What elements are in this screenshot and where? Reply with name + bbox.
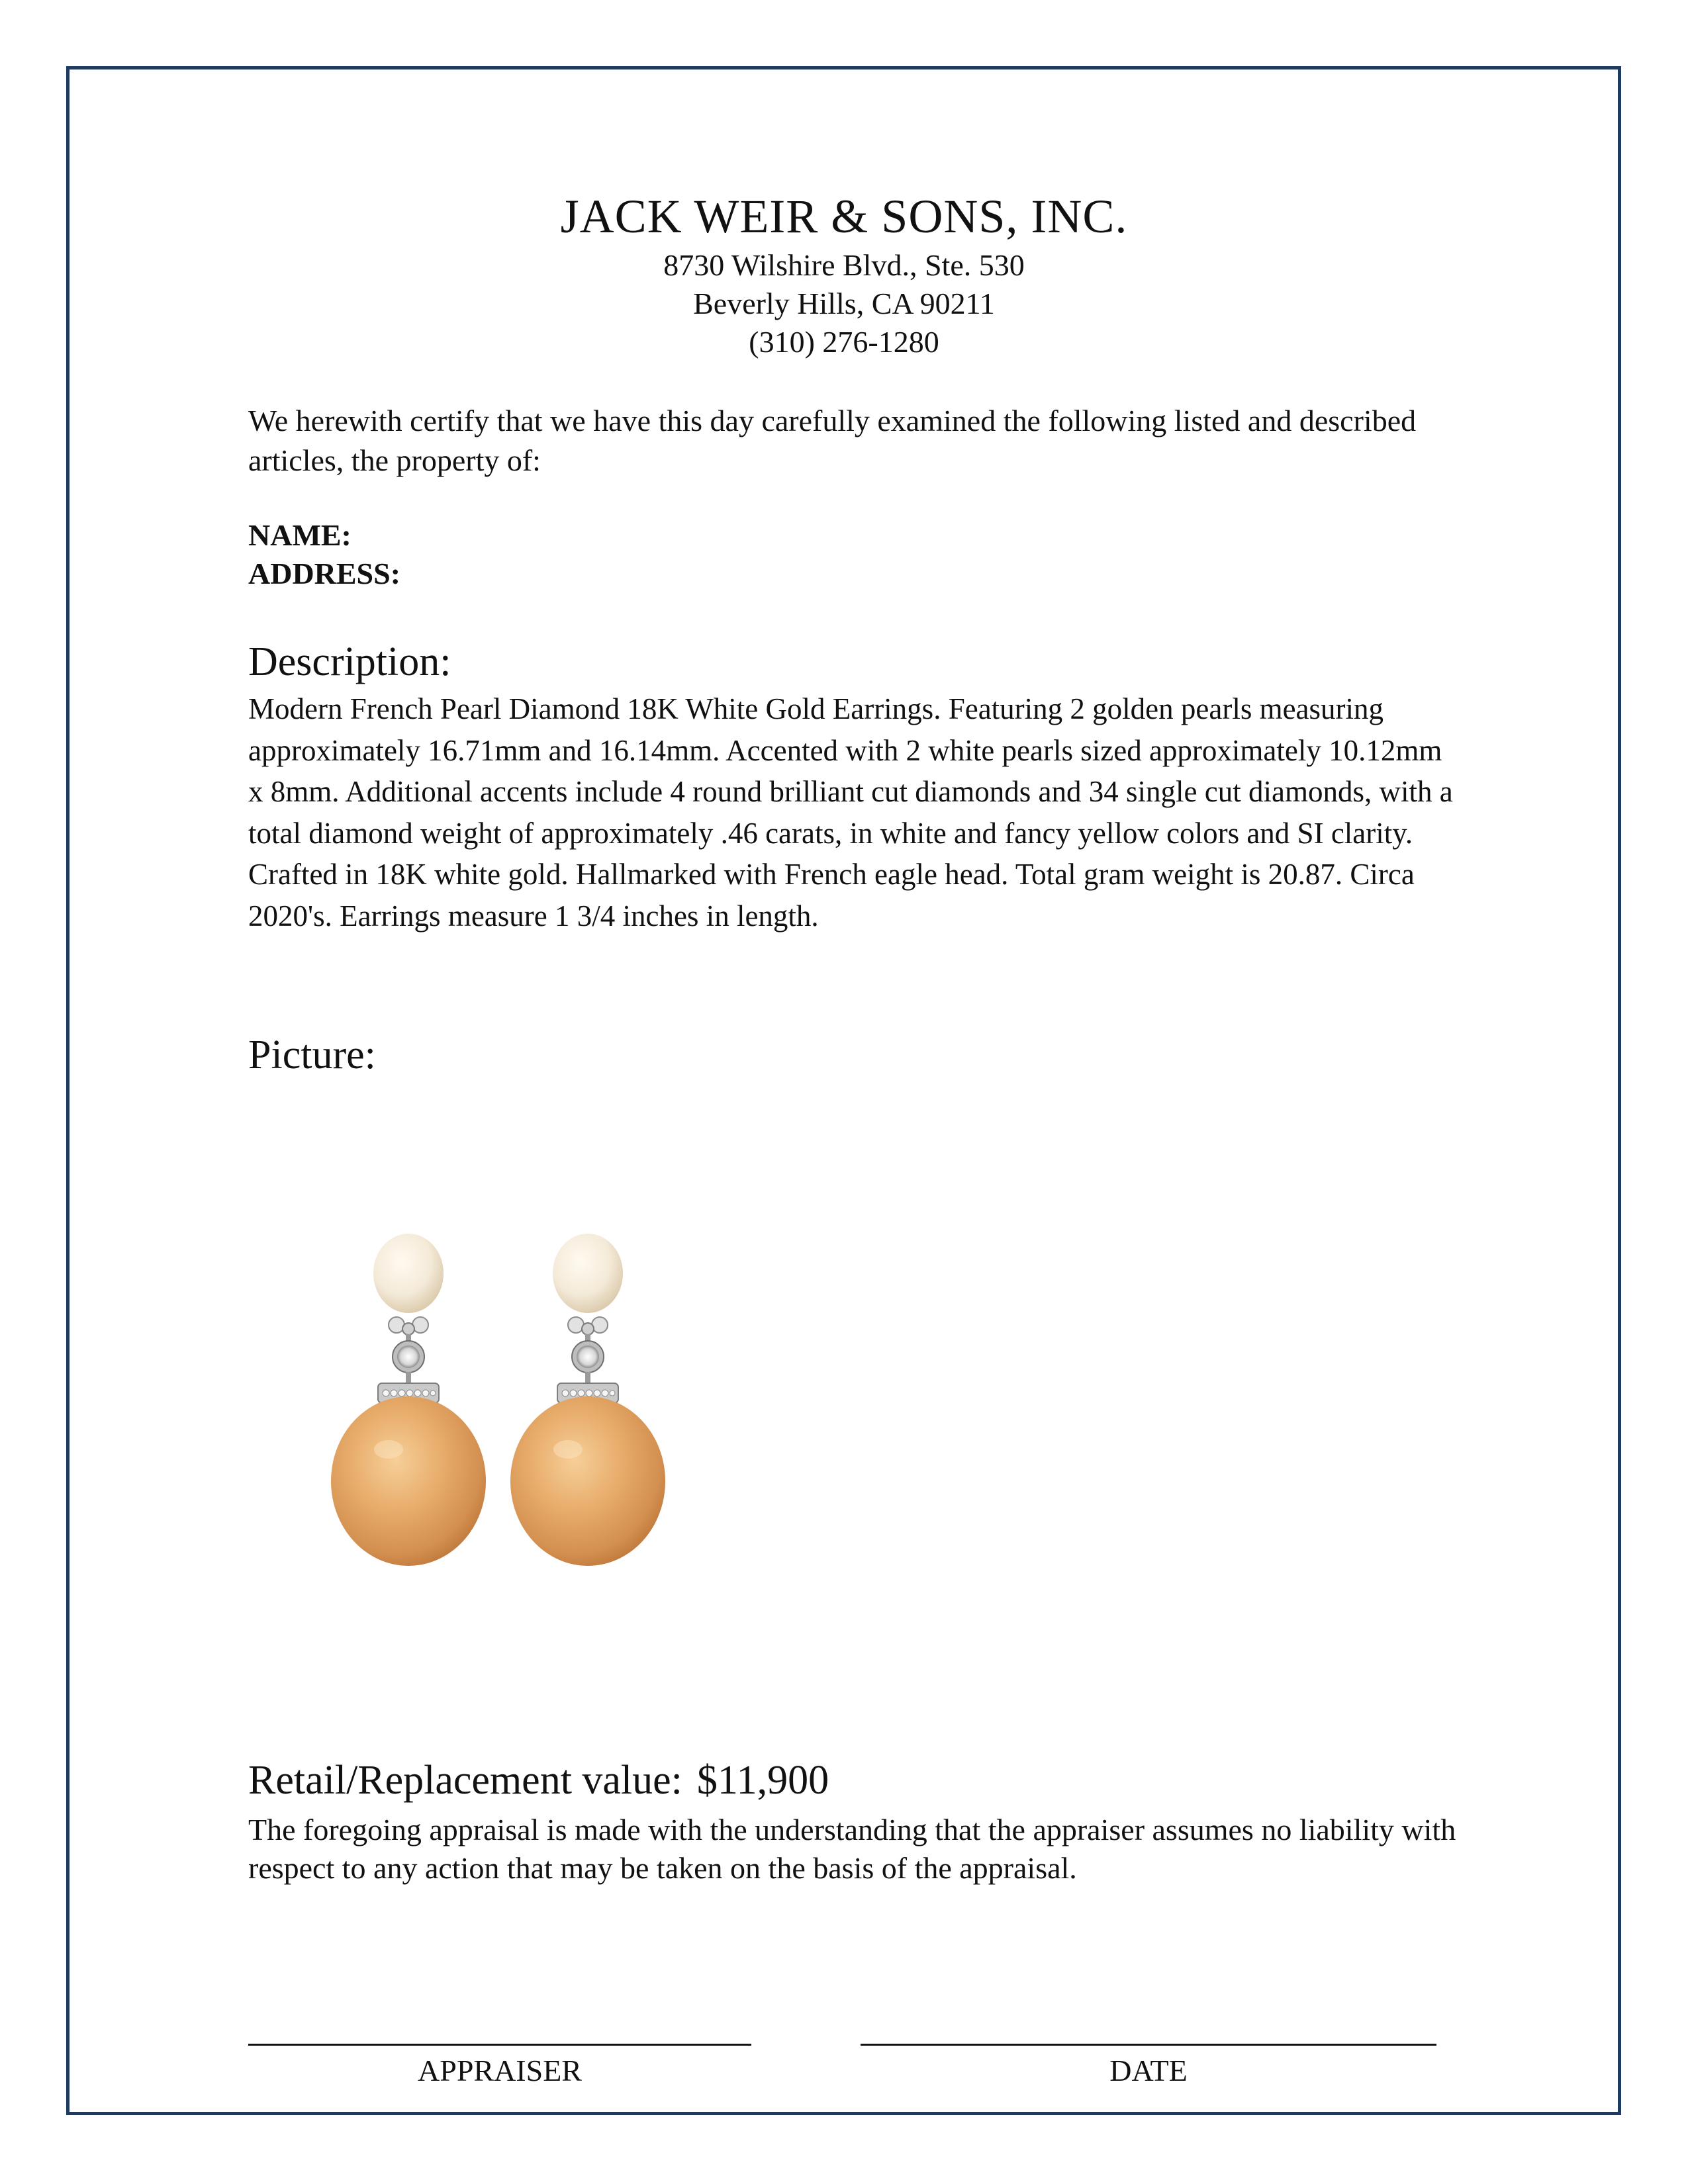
picture-heading: Picture: [248, 1032, 376, 1077]
phone-number: (310) 276-1280 [749, 325, 939, 359]
retail-value [248, 1755, 1460, 1805]
letterhead [0, 187, 1688, 361]
earrings-photo [324, 1218, 735, 1668]
name-label: NAME: [248, 518, 352, 552]
owner-fields [248, 516, 1460, 593]
left-earring [331, 1234, 486, 1566]
address-line-1: 8730 Wilshire Blvd., Ste. 530 [663, 248, 1025, 282]
appraiser-signature-line [248, 2044, 751, 2046]
description-text: Modern French Pearl Diamond 18K White Gold Earrings. Featuring 2 golden pearls measuring approximately 16.71mm and 16.14mm. Accented with 2 white pearls sized approximately 10.12mm x 8mm. Additional accents include 4 round brilliant cut diamonds and 34 single cut diamonds, with a total diamond weight of approximately .46 carats, in white and fancy yellow colors and SI clarity. Crafted in 18K white gold. Hallmarked with French eagle head. Total gram weight is 20.87. Circa 2020's. Earrings measure 1 3/4 inches in length. [248, 692, 1453, 933]
date-label: DATE [1109, 2054, 1188, 2087]
right-earring [510, 1234, 665, 1566]
company-name: JACK WEIR & SONS, INC. [560, 190, 1128, 243]
address-label: ADDRESS: [248, 557, 401, 590]
appraisal-disclaimer: The foregoing appraisal is made with the understanding that the appraiser assumes no liability with respect to any action that may be taken on the basis of the appraisal. [248, 1813, 1456, 1885]
retail-value-label: Retail/Replacement value: [248, 1758, 682, 1803]
page-border [66, 66, 1621, 2115]
appraiser-label: APPRAISER [418, 2054, 582, 2087]
certification-intro: We herewith certify that we have this day carefully examined the following listed and described articles, the property of: [248, 404, 1417, 477]
address-line-2: Beverly Hills, CA 90211 [693, 287, 995, 320]
retail-value-amount: $11,900 [696, 1758, 829, 1803]
description-heading: Description: [248, 639, 451, 684]
date-signature-line [861, 2044, 1436, 2046]
